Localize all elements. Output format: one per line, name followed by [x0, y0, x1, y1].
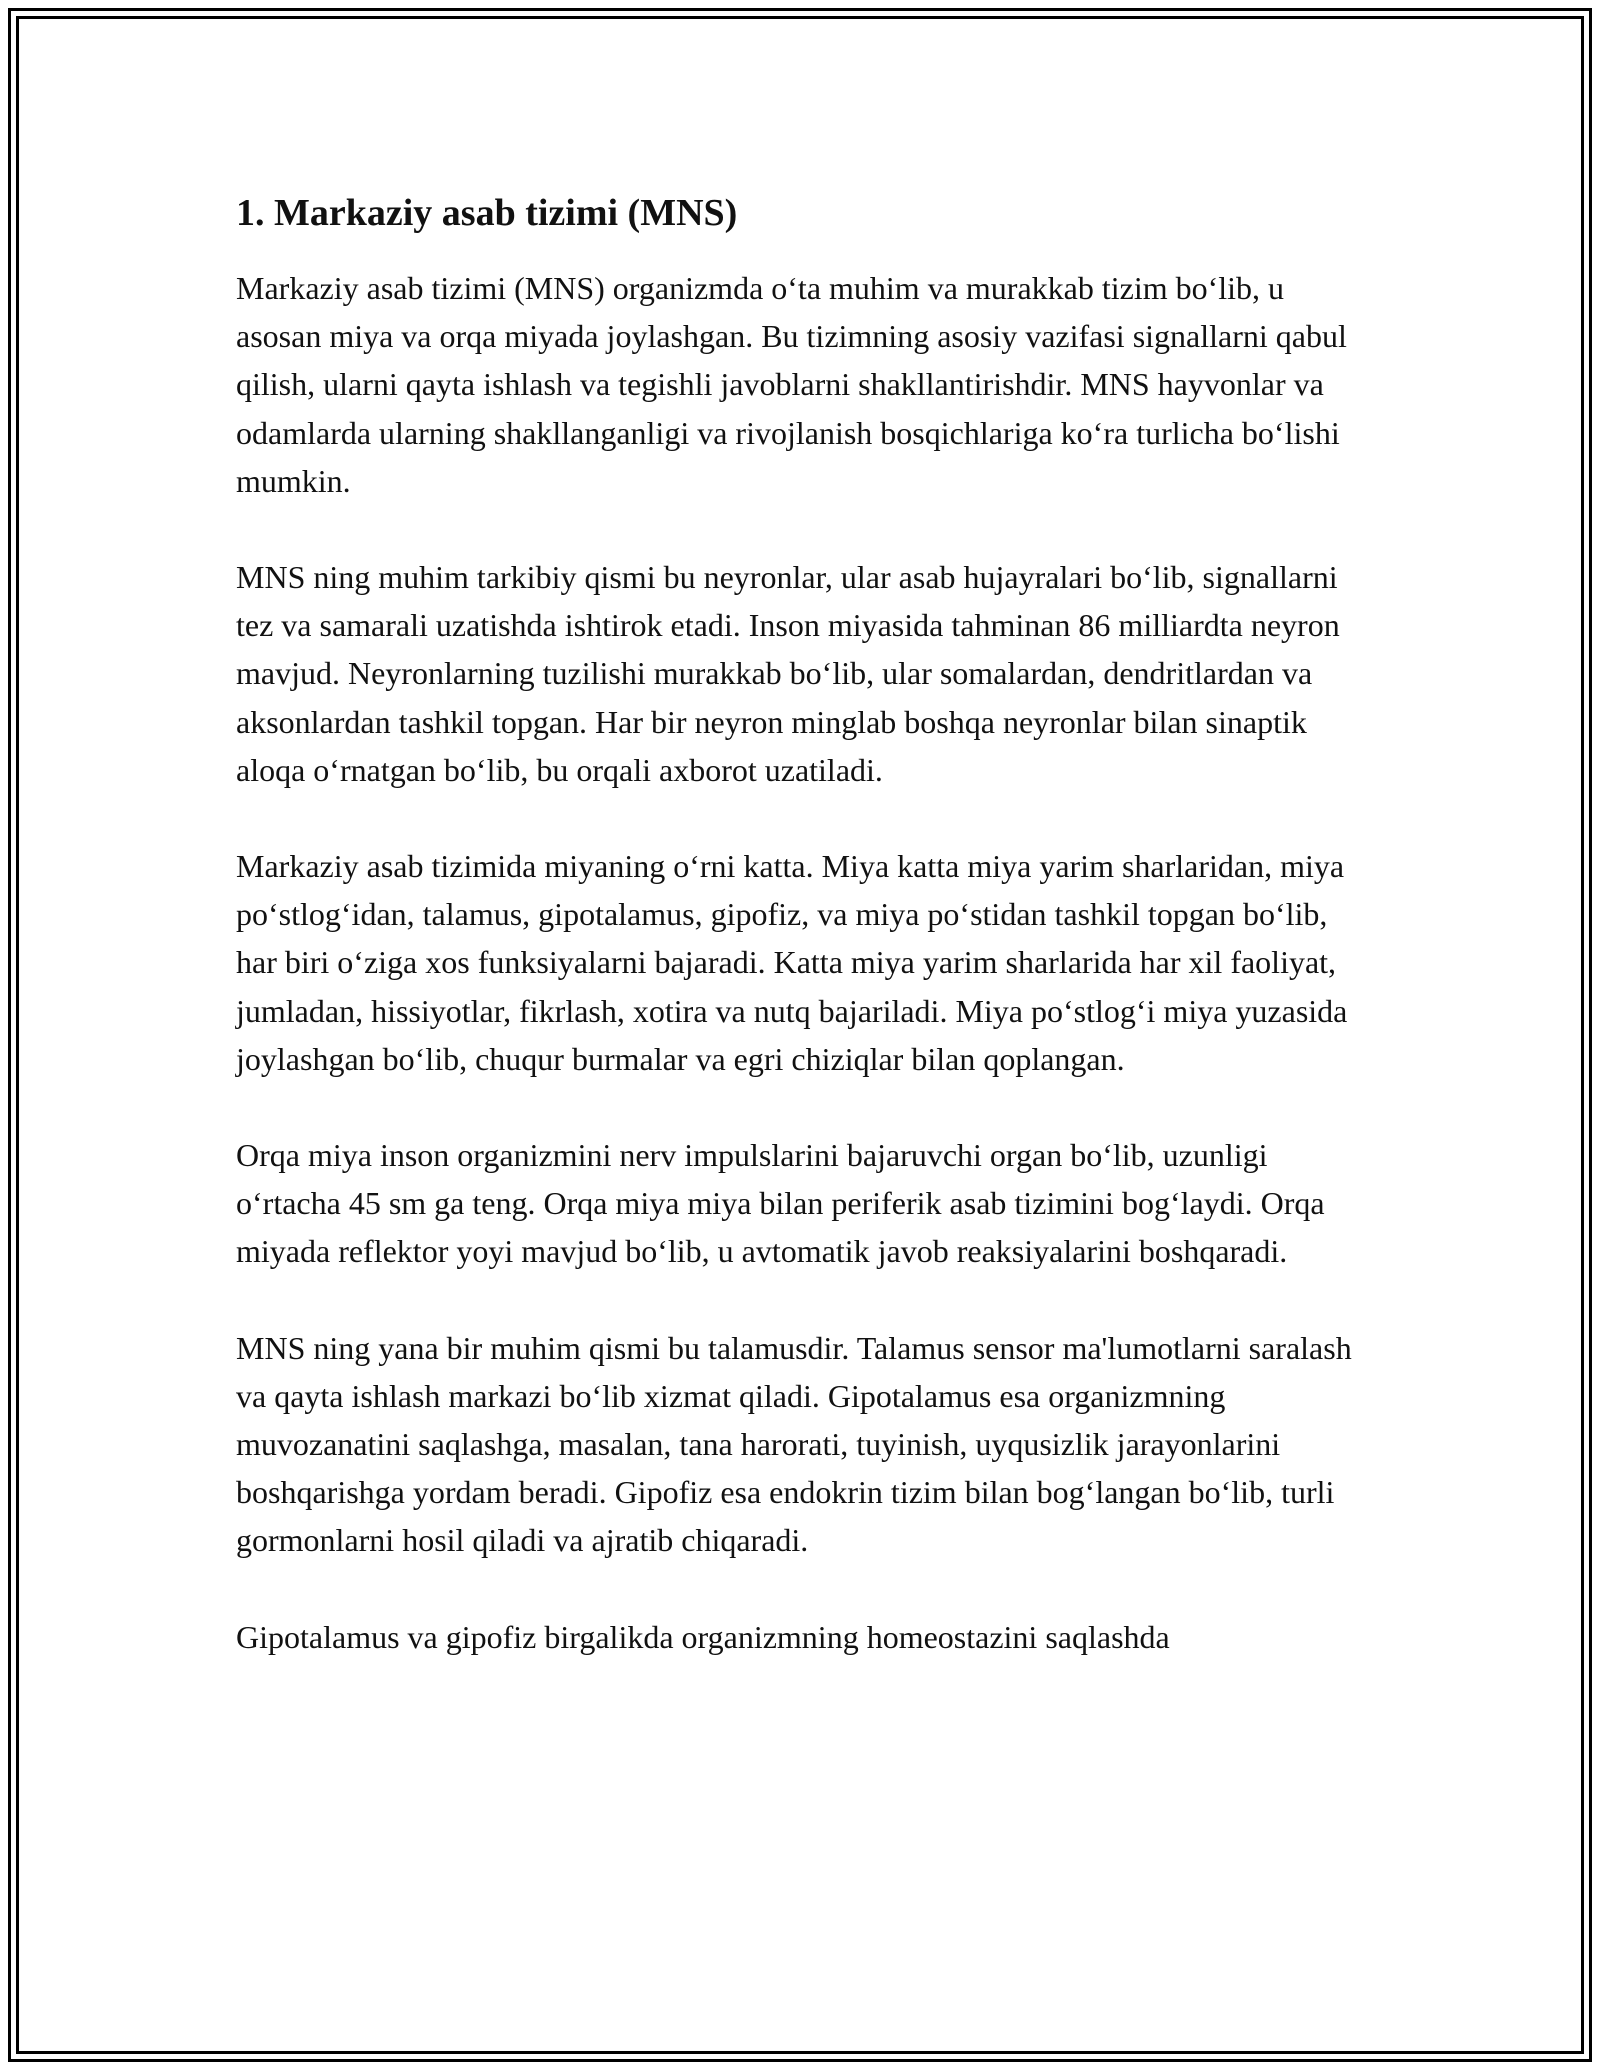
paragraph-2: MNS ning muhim tarkibiy qismi bu neyronlar, ular asab hujayralari boʻlib, signallarni tez va samarali uzatishda ishtirok etadi. Inson miyasida tahminan 86 milliardta neyron mavjud. Neyronlarning tuzilishi murakkab boʻlib, ular somalardan, dendritlardan va aksonlardan tashkil topgan. Har bir neyron minglab boshqa neyronlar bilan sinaptik aloqa oʻrnatgan boʻlib, bu orqali axborot uzatiladi.	[236, 559, 1340, 788]
paragraph-5: MNS ning yana bir muhim qismi bu talamusdir. Talamus sensor ma'lumotlarni saralash va qayta ishlash markazi boʻlib xizmat qiladi. Gipotalamus esa organizmning muvozanatini saqlashga, masalan, tana harorati, tuyinish, uyqusizlik jarayonlarini boshqarishga yordam beradi. Gipofiz esa endokrin tizim bilan bogʻlangan boʻlib, turli gormonlarni hosil qiladi va ajratib chiqaradi.	[236, 1329, 1352, 1559]
section-heading: 1. Markaziy asab tizimi (MNS)	[236, 192, 738, 234]
paragraph-3: Markaziy asab tizimida miyaning oʻrni katta. Miya katta miya yarim sharlaridan, miya poʻstlogʻidan, talamus, gipotalamus, gipofiz, va miya poʻstidan tashkil topgan boʻlib, har biri oʻziga xos funksiyalarni bajaradi. Katta miya yarim sharlarida har xil faoliyat, jumladan, hissiyotlar, fikrlash, xotira va nutq bajariladi. Miya poʻstlogʻi miya yuzasida joylashgan boʻlib, chuqur burmalar va egri chiziqlar bilan qoplangan.	[236, 848, 1348, 1077]
paragraph-6: Gipotalamus va gipofiz birgalikda organizmning homeostazini saqlashda	[236, 1618, 1170, 1655]
document-body	[236, 190, 1366, 1661]
paragraph-1: Markaziy asab tizimi (MNS) organizmda oʻta muhim va murakkab tizim boʻlib, u asosan miya va orqa miyada joylashgan. Bu tizimning asosiy vazifasi signallarni qabul qilish, ularni qayta ishlash va tegishli javoblarni shakllantirishdir. MNS hayvonlar va odamlarda ularning shakllanganligi va rivojlanish bosqichlariga koʻra turlicha boʻlishi mumkin.	[236, 270, 1347, 499]
paragraph-4: Orqa miya inson organizmini nerv impulslarini bajaruvchi organ boʻlib, uzunligi oʻrtacha 45 sm ga teng. Orqa miya miya bilan periferik asab tizimini bogʻlaydi. Orqa miyada reflektor yoyi mavjud boʻlib, u avtomatik javob reaksiyalarini boshqaradi.	[236, 1137, 1325, 1270]
